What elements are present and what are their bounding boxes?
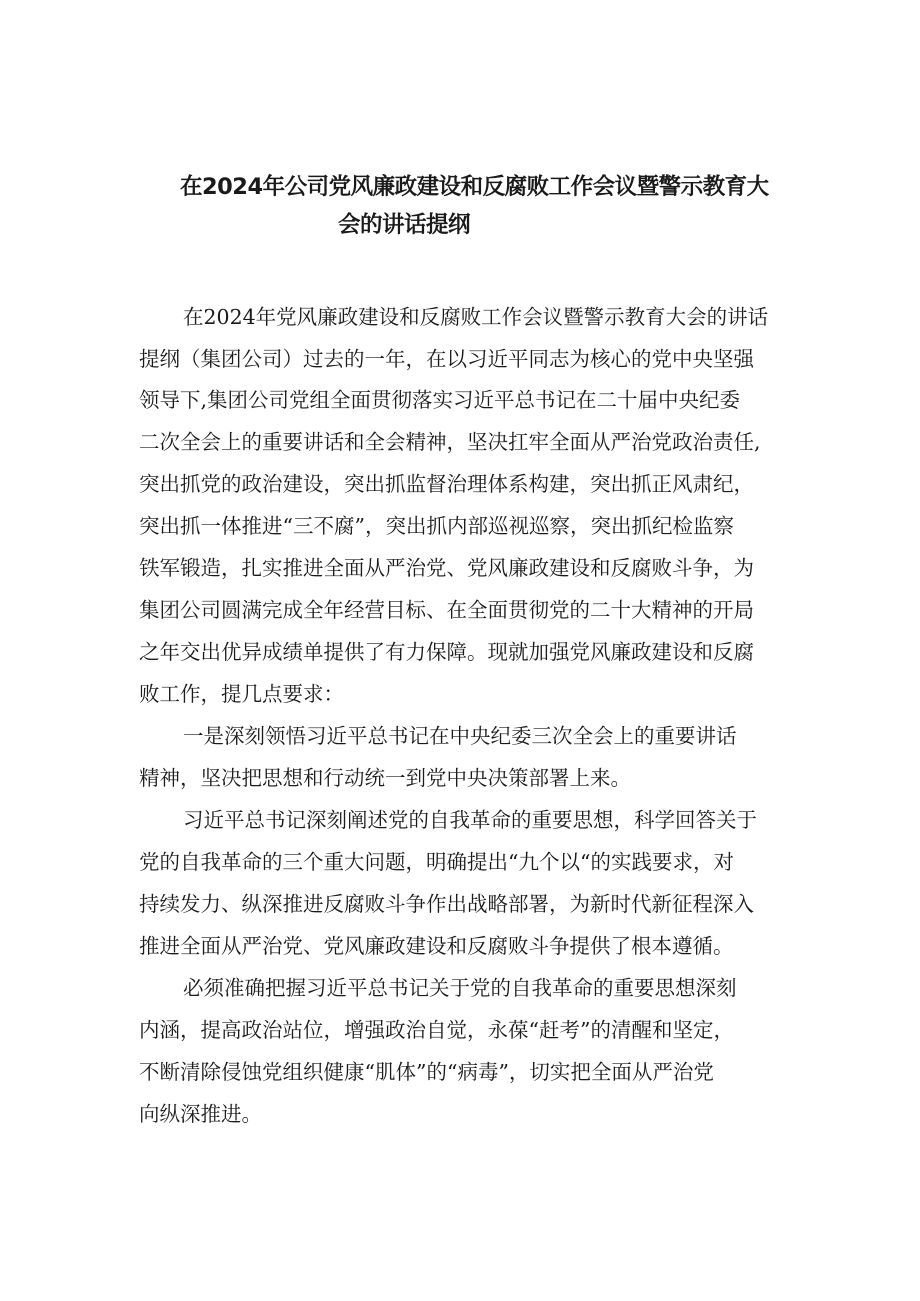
text-line: 突出抓一体推进“三不腐”，突出抓内部巡视巡察，突出抓纪检监察 [139, 514, 734, 538]
text-line: 突出抓党的政治建设，突出抓监督治理体系构建，突出抓正风肃纪， [139, 472, 754, 496]
text-line: 向纵深推进。 [139, 1102, 262, 1126]
text-line: 推进全面从严治党、党风廉政建设和反腐败斗争提供了根本遵循。 [139, 934, 734, 958]
text-line: 提纲（集团公司）过去的一年，在以习近平同志为核心的党中央坚强 [139, 347, 754, 371]
text-line: 铁军锻造，扎实推进全面从严治党、党风廉政建设和反腐败斗争，为 [139, 556, 754, 580]
text-line: 党的自我革命的三个重大问题，明确提出“九个以“的实践要求，对 [139, 850, 734, 874]
text-line: 之年交出优异成绩单提供了有力保障。现就加强党风廉政建设和反腐 [139, 640, 754, 664]
text-line: 内涵，提高政治站位，增强政治自觉，永葆“赶考”的清醒和坚定， [139, 1018, 734, 1042]
text-line: 领导下,集团公司党组全面贯彻落实习近平总书记在二十届中央纪委 [139, 388, 741, 412]
text-line: 败工作，提几点要求： [139, 682, 344, 706]
text-line: 在2024年党风廉政建设和反腐败工作会议暨警示教育大会的讲话 [183, 305, 769, 329]
text-line: 一是深刻领悟习近平总书记在中央纪委三次全会上的重要讲话 [183, 724, 737, 748]
title-line: 在2024年公司党风廉政建设和反腐败工作会议暨警示教育大 [180, 174, 769, 200]
text-line: 精神，坚决把思想和行动统一到党中央决策部署上来。 [139, 766, 631, 790]
text-line: 必须准确把握习近平总书记关于党的自我革命的重要思想深刻 [183, 976, 737, 1000]
title-line: 会的讲话提纲 [338, 212, 471, 238]
text-line: 集团公司圆满完成全年经营目标、在全面贯彻党的二十大精神的开局 [139, 598, 754, 622]
text-line: 习近平总书记深刻阐述党的自我革命的重要思想，科学回答关于 [183, 808, 757, 832]
text-line: 二次全会上的重要讲话和全会精神，坚决扛牢全面从严治党政治责任, [139, 430, 761, 454]
text-line: 持续发力、纵深推进反腐败斗争作出战略部署，为新时代新征程深入 [139, 892, 754, 916]
text-line: 不断清除侵蚀党组织健康“肌体”的“病毒”，切实把全面从严治党 [139, 1060, 714, 1084]
